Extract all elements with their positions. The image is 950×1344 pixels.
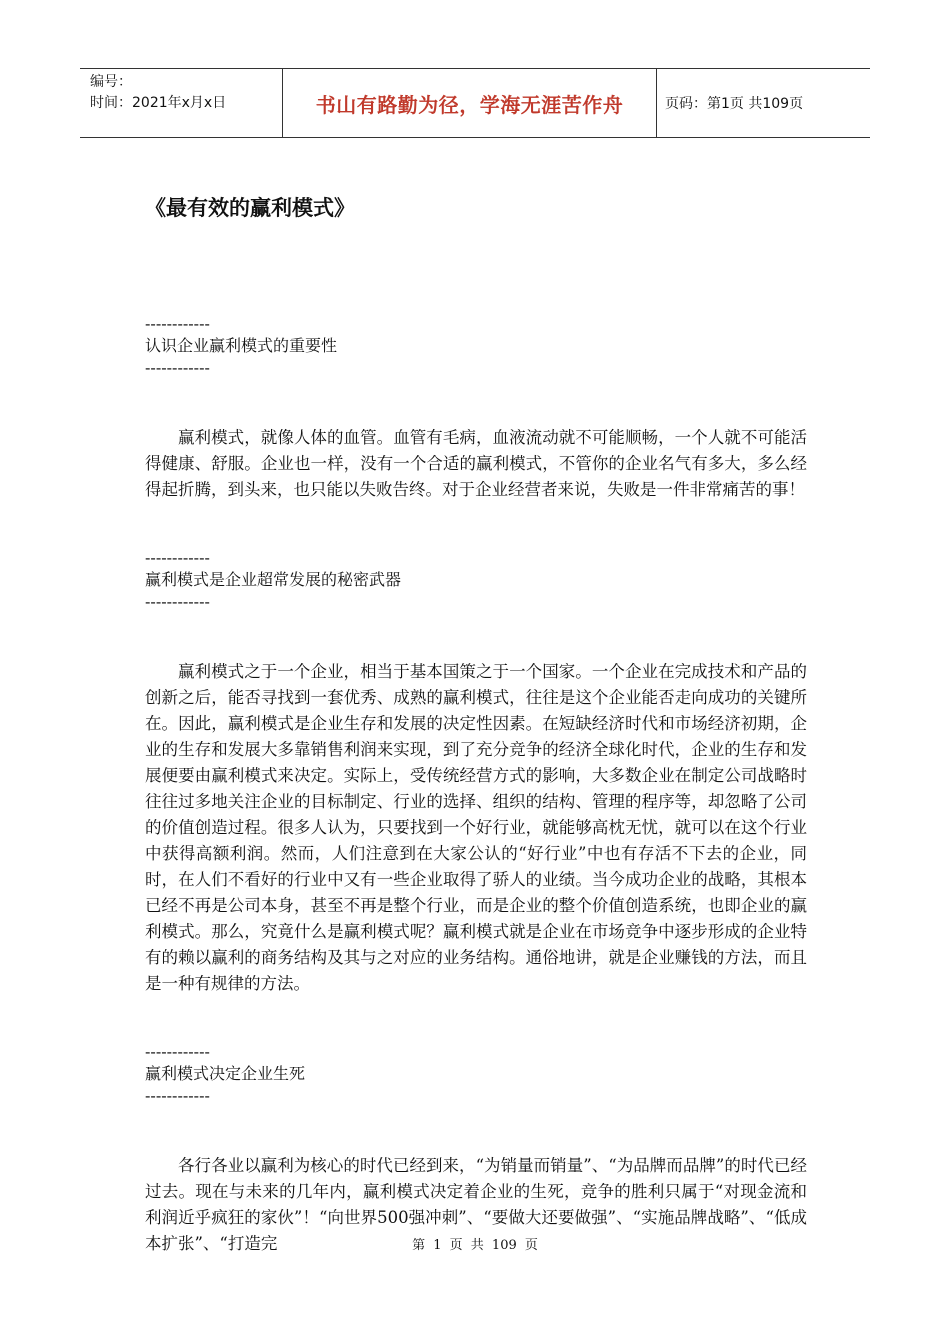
document-body <box>145 313 807 1301</box>
divider: ------------ <box>145 358 210 377</box>
section-paragraph: 赢利模式，就像人体的血管。血管有毛病，血液流动就不可能顺畅，一个人就不可能活得健康、舒服。企业也一样，没有一个合适的赢利模式，不管你的企业名气有多大，多么经得起折腾，到头来，也只能以失败告终。对于企业经营者来说，失败是一件非常痛苦的事！ <box>145 428 807 499</box>
page-header <box>80 68 870 138</box>
divider: ------------ <box>145 314 210 333</box>
header-page-info: 页码：第1页 共109页 <box>665 96 804 112</box>
section-heading: 赢利模式是企业超常发展的秘密武器 <box>145 570 402 589</box>
section-paragraph: 赢利模式之于一个企业，相当于基本国策之于一个国家。一个企业在完成技术和产品的创新之后，能否寻找到一套优秀、成熟的赢利模式，往往是这个企业能否走向成功的关键所在。因此，赢利模式是企业生存和发展的决定性因素。在短缺经济时代和市场经济初期，企业的生存和发展大多靠销售利润来实现，到了充分竞争的经济全球化时代，企业的生存和发展便要由赢利模式来决定。实际上，受传统经营方式的影响，大多数企业在制定公司战略时往往过多地关注企业的目标制定、行业的选择、组织的结构、管理的程序等，却忽略了公司的价值创造过程。很多人认为，只要找到一个好行业，就能够高枕无忧，就可以在这个行业中获得高额利润。然而，人们注意到在大家公认的“好行业”中也有存活不下去的企业，同时，在人们不看好的行业中又有一些企业取得了骄人的业绩。当今成功企业的战略，其根本已经不再是公司本身，甚至不再是整个行业，而是企业的整个价值创造系统，也即企业的赢利模式。那么，究竟什么是赢利模式呢？赢利模式就是企业在市场竞争中逐步形成的企业特有的赖以赢利的商务结构及其与之对应的业务结构。通俗地讲，就是企业赚钱的方法，而且是一种有规律的方法。 <box>145 662 807 993</box>
divider: ------------ <box>145 1086 210 1105</box>
document-title: 《最有效的赢利模式》 <box>145 196 355 220</box>
section-heading-block <box>145 547 807 613</box>
number-label: 编号： <box>90 74 132 90</box>
header-motto: 书山有路勤为径，学海无涯苦作舟 <box>283 69 657 137</box>
header-meta <box>80 69 283 137</box>
time-label: 时间：2021年x月x日 <box>90 95 227 111</box>
divider: ------------ <box>145 592 210 611</box>
section-heading: 认识企业赢利模式的重要性 <box>145 336 338 355</box>
page-footer: 第 1 页 共 109 页 <box>412 1238 538 1253</box>
divider: ------------ <box>145 548 210 567</box>
section-heading-block <box>145 313 807 379</box>
section-heading-block <box>145 1041 807 1107</box>
divider: ------------ <box>145 1042 210 1061</box>
section-heading: 赢利模式决定企业生死 <box>145 1064 306 1083</box>
section-paragraph: 各行各业以赢利为核心的时代已经到来，“为销量而销量”、“为品牌而品牌”的时代已经过去。现在与未来的几年内，赢利模式决定着企业的生死，竞争的胜利只属于“对现金流和利润近乎疯狂的家伙”！“向世界500强冲刺”、“要做大还要做强”、“实施品牌战略”、“低成本扩张”、“打造完 <box>145 1156 807 1253</box>
